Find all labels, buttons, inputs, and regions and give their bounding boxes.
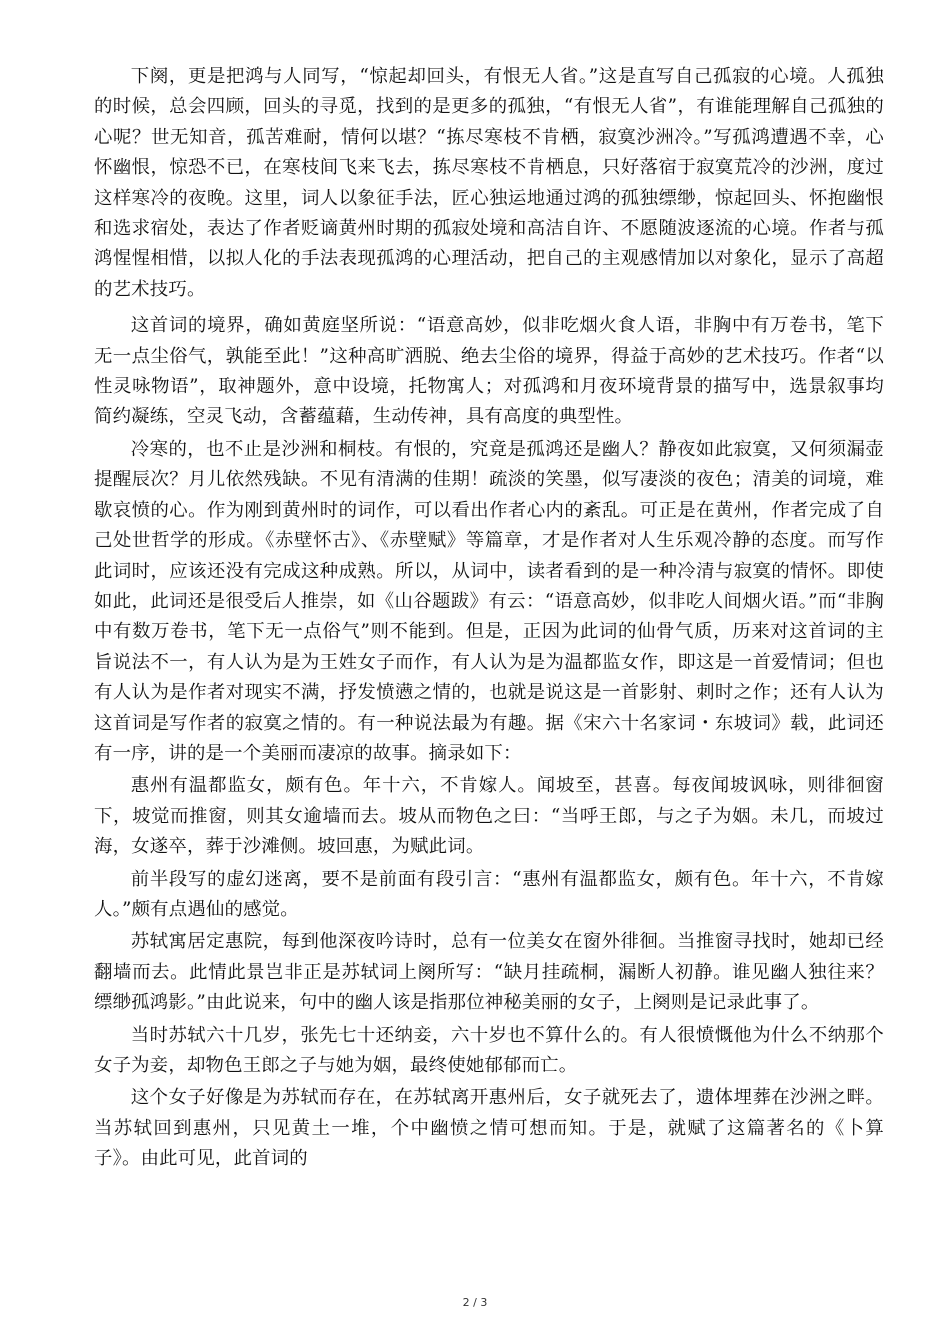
paragraph-4: 惠州有温都监女，颇有色。年十六，不肯嫁人。闻坡至，甚喜。每夜闻坡讽咏，则徘徊窗下，坡觉而推窗，则其女逾墙而去。坡从而物色之曰：“当呼王郎，与之子为姻。未几，而坡过海，女遂卒，葬于沙滩侧。坡回惠，为赋此词。	[94, 775, 884, 858]
paragraph-2: 这首词的境界，确如黄庭坚所说：“语意高妙，似非吃烟火食人语，非胸中有万卷书，笔下无一点尘俗气，孰能至此！”这种高旷洒脱、绝去尘俗的境界，得益于高妙的艺术技巧。作者“以性灵咏物语”，取神题外，意中设境，托物寓人；对孤鸿和月夜环境背景的描写中，选景叙事均简约凝练，空灵飞动，含蓄蕴藉，生动传神，具有高度的典型性。	[94, 315, 884, 428]
paragraph-3: 冷寒的，也不止是沙洲和桐枝。有恨的，究竟是孤鸿还是幽人？静夜如此寂寞，又何须漏壶提醒辰次？月儿依然残缺。不见有清满的佳期！疏淡的笑墨，似写凄淡的夜色；清美的词境，难歇哀愤的心。作为刚到黄州时的词作，可以看出作者心内的紊乱。可正是在黄州，作者完成了自己处世哲学的形成。《赤壁怀古》、《赤壁赋》等篇章，才是作者对人生乐观冷静的态度。而写作此词时，应该还没有完成这种成熟。所以，从词中，读者看到的是一种冷清与寂寞的情怀。即使如此，此词还是很受后人推崇，如《山谷题跋》有云：“语意高妙，似非吃人间烟火语。”而“非胸中有数万卷书，笔下无一点俗气”则不能到。但是，正因为此词的仙骨气质，历来对这首词的主旨说法不一，有人认为是为王姓女子而作，有人认为是为温都监女作，即这是一首爱情词；但也有人认为是作者对现实不满，抒发愤懑之情的，也就是说这是一首影射、刺时之作；还有人认为这首词是写作者的寂寞之情的。有一种说法最为有趣。据《宋六十名家词・东坡词》载，此词还有一序，讲的是一个美丽而凄凉的故事。摘录如下：	[94, 438, 884, 764]
paragraph-8: 这个女子好像是为苏轼而存在，在苏轼离开惠州后，女子就死去了，遗体埋葬在沙洲之畔。当苏轼回到惠州，只见黄土一堆，个中幽愤之情可想而知。于是，就赋了这篇著名的《卜算子》。由此可见，此首词的	[94, 1087, 884, 1170]
page-number: 2 / 3	[462, 1296, 488, 1309]
paragraph-1: 下阕，更是把鸿与人同写，“惊起却回头，有恨无人省。”这是直写自己孤寂的心境。人孤独的时候，总会四顾，回头的寻觅，找到的是更多的孤独，“有恨无人省”，有谁能理解自己孤独的心呢？世无知音，孤苦难耐，情何以堪？“拣尽寒枝不肯栖，寂寞沙洲冷。”写孤鸿遭遇不幸，心怀幽恨，惊恐不已，在寒枝间飞来飞去，拣尽寒枝不肯栖息，只好落宿于寂寞荒冷的沙洲，度过这样寒冷的夜晚。这里，词人以象征手法，匠心独运地通过鸿的孤独缥缈，惊起回头、怀抱幽恨和选求宿处，表达了作者贬谪黄州时期的孤寂处境和高洁自许、不愿随波逐流的心境。作者与孤鸿惺惺相惜，以拟人化的手法表现孤鸿的心理活动，把自己的主观感情加以对象化，显示了高超的艺术技巧。	[94, 66, 884, 300]
paragraph-7: 当时苏轼六十几岁，张先七十还纳妾，六十岁也不算什么的。有人很愤慨他为什么不纳那个女子为妾，却物色王郎之子与她为姻，最终使她郁郁而亡。	[94, 1024, 884, 1076]
paragraph-6: 苏轼寓居定惠院，每到他深夜吟诗时，总有一位美女在窗外徘徊。当推窗寻找时，她却已经翻墙而去。此情此景岂非正是苏轼词上阕所写：“缺月挂疏桐，漏断人初静。谁见幽人独往来？缥缈孤鸿影。”由此说来，句中的幽人该是指那位神秘美丽的女子，上阕则是记录此事了。	[94, 931, 884, 1014]
paragraph-5: 前半段写的虚幻迷离，要不是前面有段引言：“惠州有温都监女，颇有色。年十六，不肯嫁人。”颇有点遇仙的感觉。	[94, 868, 884, 920]
document-body	[94, 62, 884, 1177]
